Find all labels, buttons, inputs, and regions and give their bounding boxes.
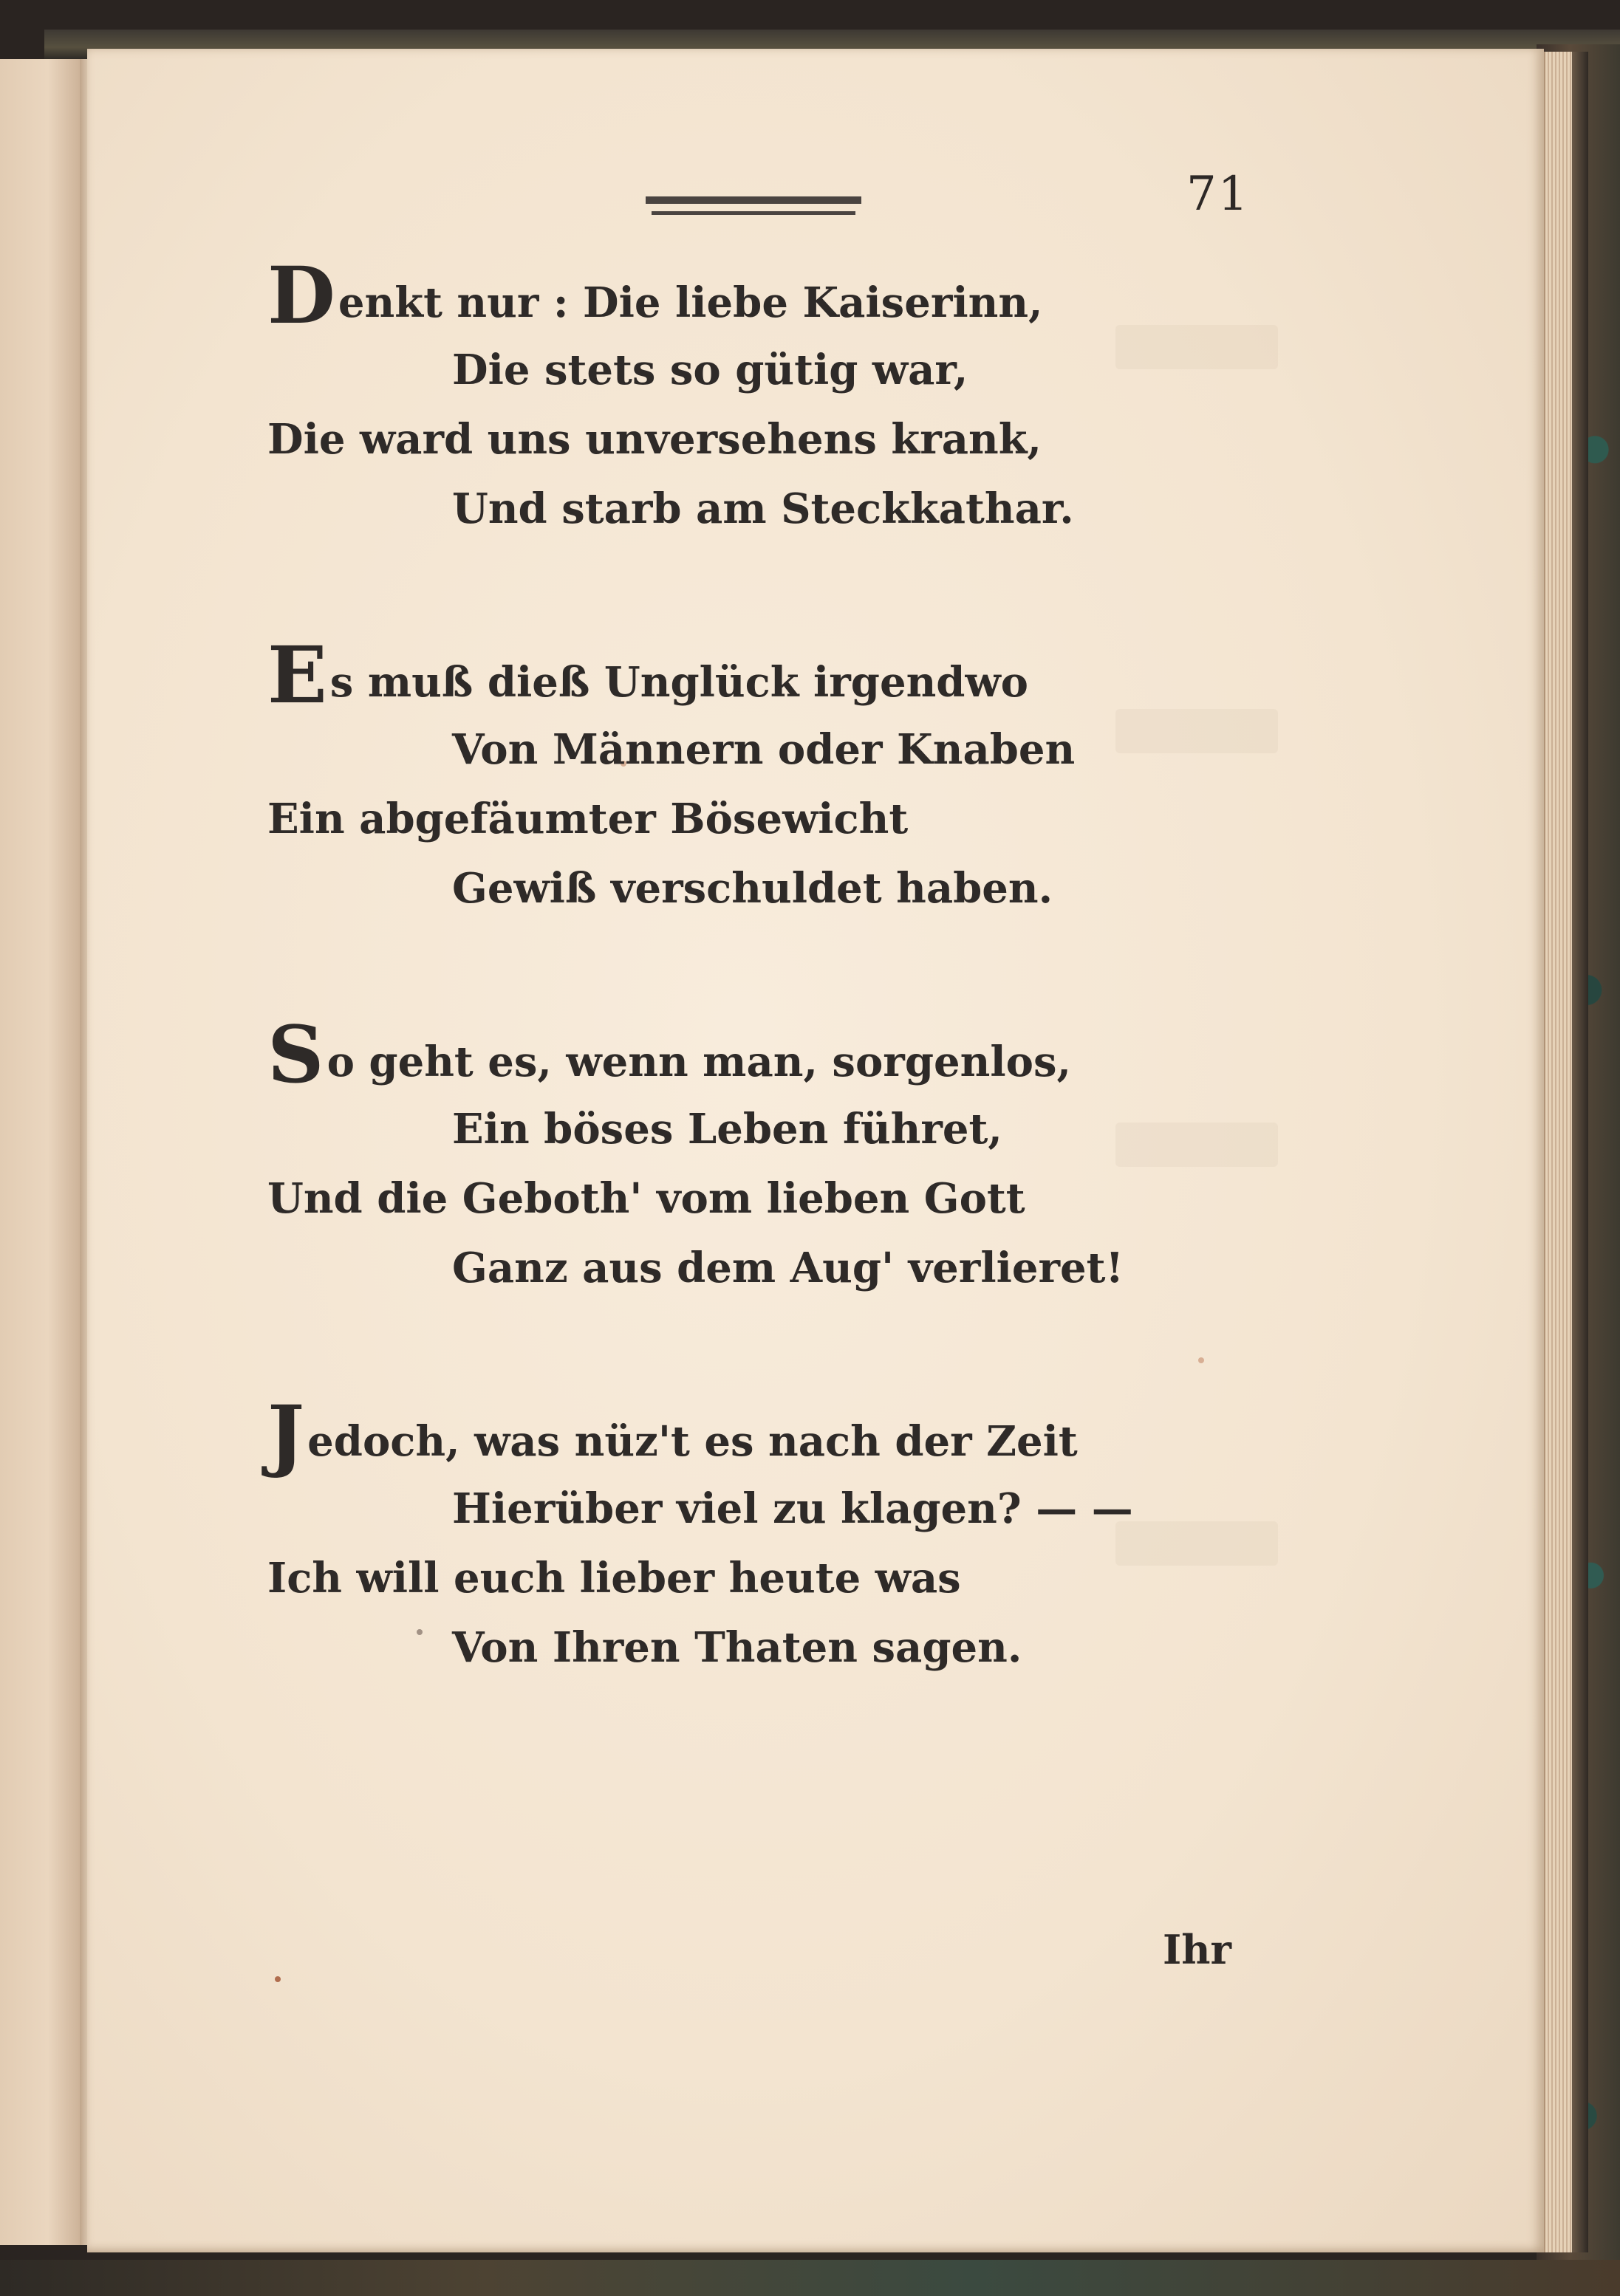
verse-line: Die ward uns unversehens krank, [267,415,1042,464]
cover-shadow [1572,52,1588,2252]
verse-line: Und starb am Steckkathar. [452,484,1074,533]
show-through [1115,1123,1278,1167]
verse-line: Ein böses Leben führet, [452,1105,1002,1154]
verse-line: Hierüber viel zu klagen? — — [452,1484,1133,1533]
page-block-edges [1544,52,1575,2252]
verse-line: So geht es, wenn man, sorgenlos, [267,1008,1071,1100]
stanza [267,1008,1124,1303]
marbled-cover-bottom [0,2260,1620,2296]
verse-line: Von Ihren Thaten sagen. [452,1623,1022,1672]
verse-line: Und die Geboth' vom lieben Gott [267,1174,1025,1223]
show-through [1115,709,1278,753]
verse-line: Es muß dieß Unglück irgendwo [267,628,1029,721]
drop-initial: E [267,628,327,721]
verse-line: Ganz aus dem Aug' verlieret! [452,1244,1124,1292]
verse-line: Die stets so gütig war, [452,346,968,394]
header-rule-ornament [646,192,861,223]
verse-line: Von Männern oder Knaben [452,725,1076,774]
ink-speck [275,1976,281,1982]
drop-initial: J [267,1388,305,1480]
poem-text [267,249,1133,1784]
stanza [267,628,1110,923]
verse-line: Denkt nur : Die liebe Kaiserinn, [267,249,1043,341]
verse-line: Ich will euch lieber heute was [267,1554,961,1603]
verse-line: Jedoch, was nüz't es nach der Zeit [267,1388,1078,1480]
show-through [1115,325,1278,369]
verse-line: Gewiß verschuldet haben. [452,864,1053,913]
drop-initial: S [267,1008,324,1100]
stanza [267,1388,1133,1682]
drop-initial: D [267,249,335,341]
stanza [267,249,1110,544]
page-number: 71 [1186,167,1250,222]
facing-page-edge [0,59,82,2245]
paper-fleck [1198,1357,1204,1363]
show-through [1115,1521,1278,1566]
catchword: Ihr [1163,1926,1231,1973]
verse-line: Ein abgefäumter Bösewicht [267,795,909,843]
